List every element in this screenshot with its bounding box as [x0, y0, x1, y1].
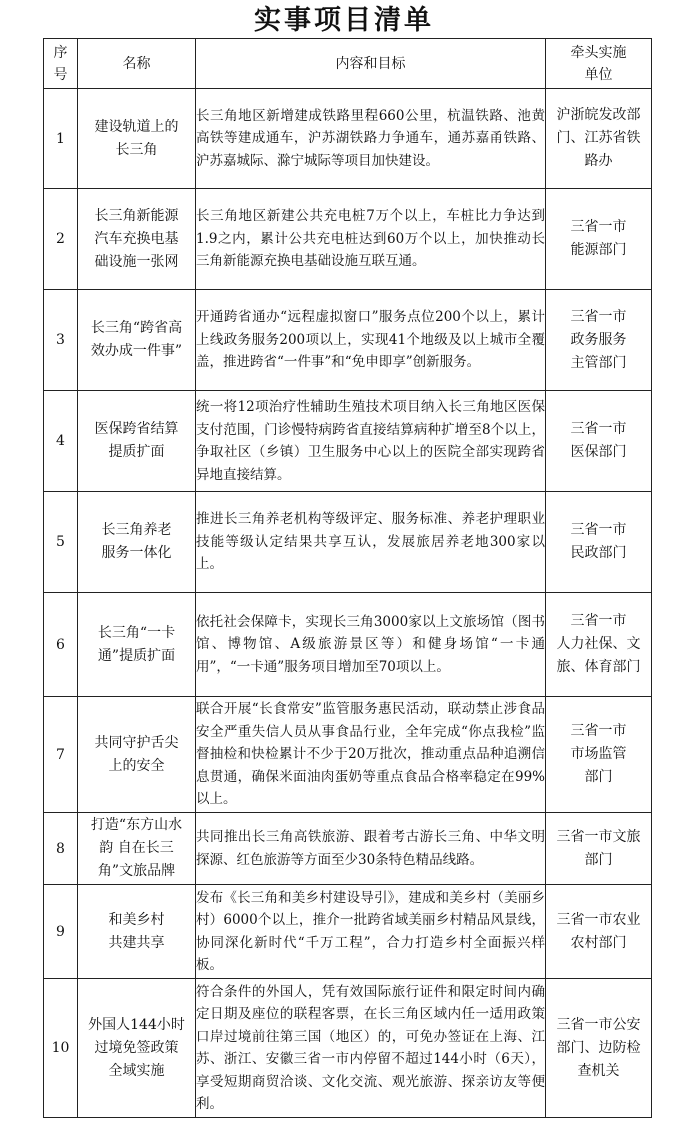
row-content: 统一将12项治疗性辅助生殖技术项目纳入长三角地区医保支付范围，门诊慢特病跨省直接结算病种扩增至8个以上，争取社区（乡镇）卫生服务中心以上的医院全部实现跨省异地直接结算。 — [196, 391, 546, 492]
row-no: 7 — [44, 697, 78, 813]
row-no: 5 — [44, 492, 78, 593]
row-content: 开通跨省通办“远程虚拟窗口”服务点位200个以上，累计上线政务服务200项以上，实现41个地级及以上城市全覆盖，推进跨省“一件事”和“免申即享”创新服务。 — [196, 290, 546, 391]
header-content: 内容和目标 — [196, 39, 546, 89]
table-row — [44, 290, 652, 391]
table-row — [44, 813, 652, 885]
row-no: 1 — [44, 89, 78, 189]
table-row — [44, 189, 652, 290]
header-no: 序 号 — [44, 39, 78, 89]
table-row — [44, 979, 652, 1118]
row-no: 6 — [44, 593, 78, 697]
table-row — [44, 89, 652, 189]
table-row — [44, 593, 652, 697]
row-no: 2 — [44, 189, 78, 290]
row-unit: 三省一市 人力社保、文 旅、体育部门 — [546, 593, 652, 697]
row-name: 长三角“一卡 通”提质扩面 — [78, 593, 196, 697]
row-content: 长三角地区新建公共充电桩7万个以上，车桩比力争达到1.9之内，累计公共充电桩达到60万个以上，加快推动长三角新能源充换电基础设施互联互通。 — [196, 189, 546, 290]
row-content: 长三角地区新增建成铁路里程660公里，杭温铁路、池黄高铁等建成通车，沪苏湖铁路力争通车，通苏嘉甬铁路、沪苏嘉城际、滁宁城际等项目加快建设。 — [196, 89, 546, 189]
row-unit: 三省一市公安 部门、边防检 查机关 — [546, 979, 652, 1118]
header-name: 名称 — [78, 39, 196, 89]
row-name: 共同守护舌尖 上的安全 — [78, 697, 196, 813]
row-unit: 三省一市 政务服务 主管部门 — [546, 290, 652, 391]
row-content: 共同推出长三角高铁旅游、跟着考古游长三角、中华文明探源、红色旅游等方面至少30条特色精品线路。 — [196, 813, 546, 885]
table-header — [44, 39, 652, 89]
page-title: 实事项目清单 — [254, 5, 434, 36]
row-no: 8 — [44, 813, 78, 885]
row-content: 发布《长三角和美乡村建设导引》，建成和美乡村（美丽乡村）6000个以上，推介一批跨省域美丽乡村精品风景线，协同深化新时代“千万工程”，合力打造乡村全面振兴样板。 — [196, 885, 546, 979]
row-unit: 三省一市 医保部门 — [546, 391, 652, 492]
row-name: 打造“东方山水 韵 自在长三 角”文旅品牌 — [78, 813, 196, 885]
row-no: 3 — [44, 290, 78, 391]
row-name: 长三角“跨省高 效办成一件事” — [78, 290, 196, 391]
row-no: 10 — [44, 979, 78, 1118]
row-content: 依托社会保障卡，实现长三角3000家以上文旅场馆（图书馆、博物馆、A级旅游景区等）和健身场馆“一卡通用”，“一卡通”服务项目增加至70项以上。 — [196, 593, 546, 697]
row-unit: 沪浙皖发改部 门、江苏省铁 路办 — [546, 89, 652, 189]
row-name: 长三角养老 服务一体化 — [78, 492, 196, 593]
header-unit: 牵头实施 单位 — [546, 39, 652, 89]
row-unit: 三省一市 能源部门 — [546, 189, 652, 290]
row-unit: 三省一市文旅 部门 — [546, 813, 652, 885]
header-row — [44, 39, 652, 89]
row-unit: 三省一市 民政部门 — [546, 492, 652, 593]
row-name: 和美乡村 共建共享 — [78, 885, 196, 979]
table-body — [44, 89, 652, 1118]
row-content: 符合条件的外国人，凭有效国际旅行证件和限定时间内确定日期及座位的联程客票，在长三角区域内任一适用政策口岸过境前往第三国（地区）的，可免办签证在上海、江苏、浙江、安徽三省一市内停留不超过144小时（6天），享受短期商贸洽谈、文化交流、观光旅游、探亲访友等便利。 — [196, 979, 546, 1118]
row-name: 外国人144小时 过境免签政策 全域实施 — [78, 979, 196, 1118]
row-no: 4 — [44, 391, 78, 492]
row-name: 医保跨省结算 提质扩面 — [78, 391, 196, 492]
table-row — [44, 885, 652, 979]
row-content: 推进长三角养老机构等级评定、服务标准、养老护理职业技能等级认定结果共享互认，发展旅居养老地300家以上。 — [196, 492, 546, 593]
table-row — [44, 391, 652, 492]
table-row — [44, 697, 652, 813]
row-name: 长三角新能源 汽车充换电基 础设施一张网 — [78, 189, 196, 290]
row-no: 9 — [44, 885, 78, 979]
row-content: 联合开展“长食常安”监管服务惠民活动，联动禁止涉食品安全严重失信人员从事食品行业，全年完成“你点我检”监督抽检和快检累计不少于20万批次，推动重点品种追溯信息贯通，确保米面油肉蛋奶等重点食品合格率稳定在99%以上。 — [196, 697, 546, 813]
table-row — [44, 492, 652, 593]
projects-table — [43, 38, 652, 1118]
row-unit: 三省一市农业 农村部门 — [546, 885, 652, 979]
row-name: 建设轨道上的 长三角 — [78, 89, 196, 189]
row-unit: 三省一市 市场监管 部门 — [546, 697, 652, 813]
